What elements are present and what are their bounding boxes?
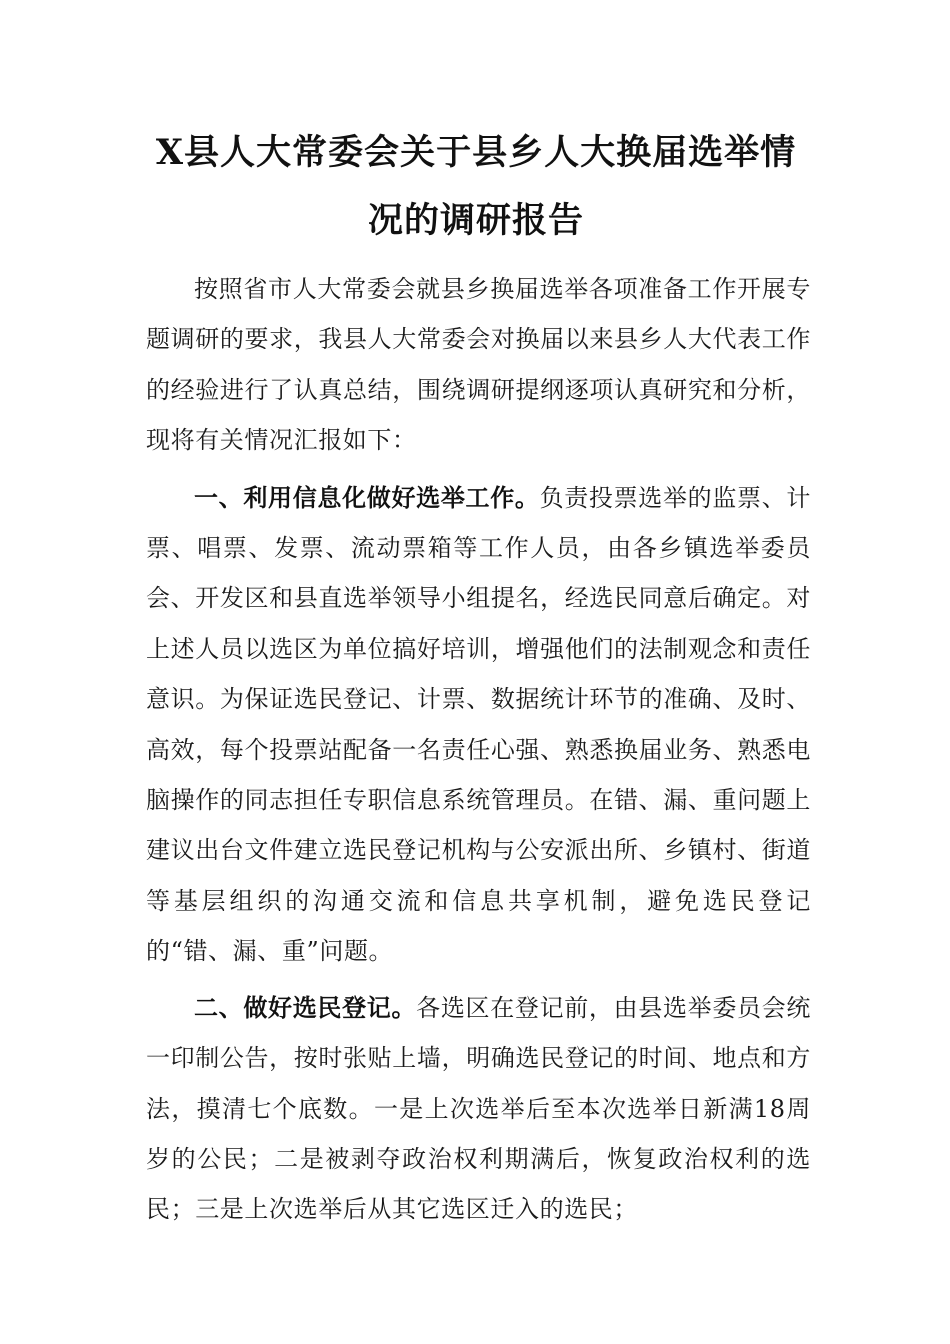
paragraph-text: 按照省市人大常委会就县乡换届选举各项准备工作开展专题调研的要求，我县人大常委会对换届以来县乡人大代表工作的经验进行了认真总结，围绕调研提纲逐项认真研究和分析，现将有关情况汇报如下： [146,275,811,455]
document-body [146,264,811,1235]
paragraph-text: 负责投票选举的监票、计票、唱票、发票、流动票箱等工作人员，由各乡镇选举委员会、开发区和县直选举领导小组提名，经选民同意后确定。对上述人员以选区为单位搞好培训，增强他们的法制观念和责任意识。为保证选民登记、计票、数据统计环节的准确、及时、高效，每个投票站配备一名责任心强、熟悉换届业务、熟悉电脑操作的同志担任专职信息系统管理员。在错、漏、重问题上建议出台文件建立选民登记机构与公安派出所、乡镇村、街道等基层组织的沟通交流和信息共享机制，避免选民登记的“错、漏、重”问题。 [146,483,811,966]
paragraph-section-2 [146,983,811,1235]
paragraph-intro [146,264,811,466]
paragraph-section-1 [146,473,811,977]
paragraph-text: 各选区在登记前，由县选举委员会统一印制公告，按时张贴上墙，明确选民登记的时间、地点和方法，摸清七个底数。一是上次选举后至本次选举日新满18周岁的公民；二是被剥夺政治权利期满后，恢复政治权利的选民；三是上次选举后从其它选区迁入的选民； [146,993,811,1224]
document-title-line-1: X县人大常委会关于县乡人大换届选举情 [155,132,797,173]
document-title-line-2: 况的调研报告 [367,200,584,241]
section-heading: 一、利用信息化做好选举工作。 [194,483,540,512]
section-heading: 二、做好选民登记。 [194,993,417,1022]
